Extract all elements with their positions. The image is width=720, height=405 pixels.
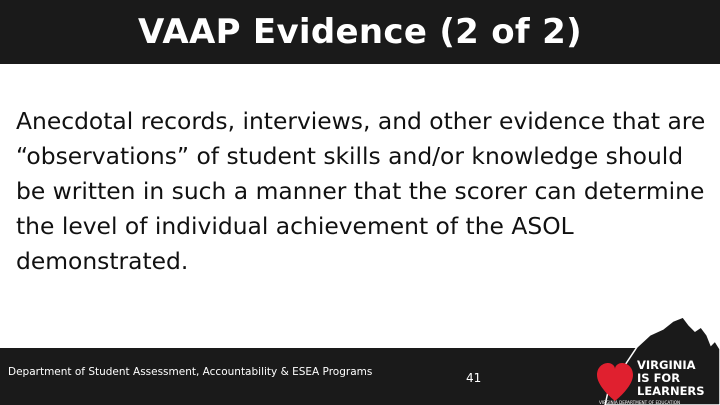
slide-body-text: Anecdotal records, interviews, and other evidence that are “observations” of student skills and/or knowledge should be written in such a manner that the scorer can determine the level of individual achievement of the ASOL demonstrated. — [16, 107, 706, 275]
footer-department: Department of Student Assessment, Accountability & ESEA Programs — [8, 366, 373, 378]
page-title: VAAP Evidence (2 of 2) — [138, 12, 582, 52]
logo-line-2: IS FOR — [637, 371, 681, 385]
virginia-is-for-learners-logo — [575, 305, 720, 405]
logo-tagline: VIRGINIA DEPARTMENT OF EDUCATION — [599, 400, 681, 405]
title-bar — [0, 0, 720, 64]
logo-line-3: LEARNERS — [637, 384, 705, 398]
logo-line-1: VIRGINIA — [637, 358, 696, 372]
page-number: 41 — [466, 371, 482, 385]
